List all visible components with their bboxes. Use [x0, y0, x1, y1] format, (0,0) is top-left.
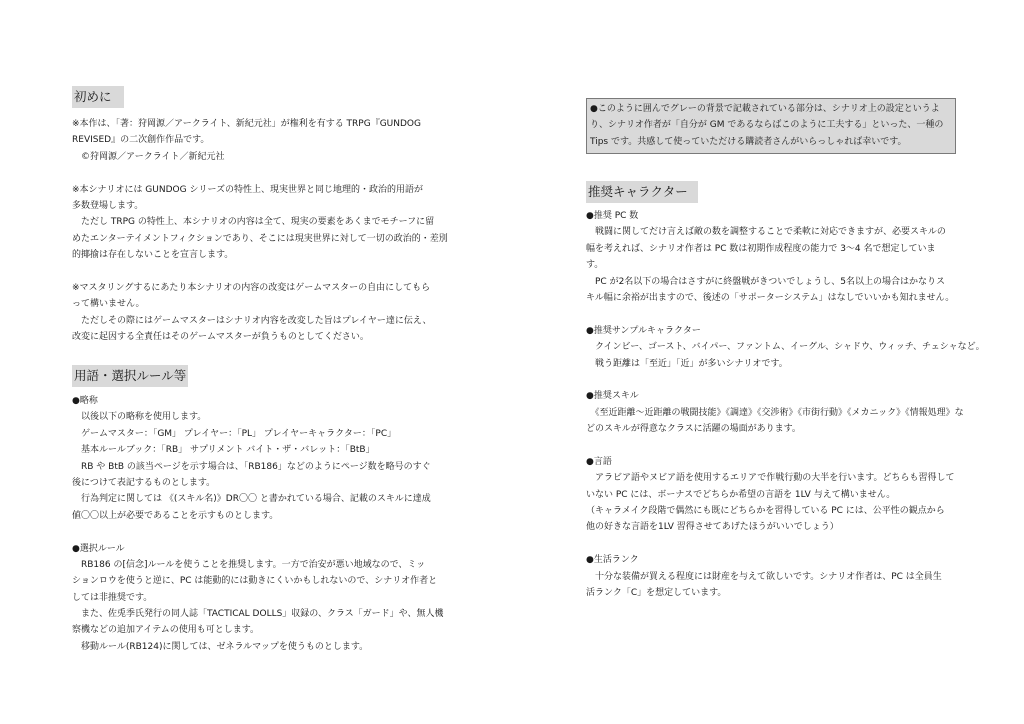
text-line: 戦う距離は「至近」「近」が多いシナリオです。	[586, 358, 788, 369]
text-line: いない PC には、ボーナスでどちらか希望の言語を 1LV 与えて構いません。	[586, 489, 896, 500]
text-line: 値〇〇以上が必要であることを示すものとします。	[72, 510, 279, 521]
text-line: って構いません。	[72, 299, 145, 310]
text-line: RB186 の[信念]ルールを使うことを推奨します。一方で治安が悪い地域なので、ミッ	[72, 559, 426, 570]
text-line	[586, 306, 985, 322]
text-line: ●選択ルール	[72, 543, 125, 554]
text-line: どのスキルが得意なクラスに活躍の場面があります。	[586, 424, 801, 435]
text-line: 的揶揄は存在しないことを宣言します。	[72, 250, 234, 261]
text-line: 活ランク「C」を想定しています。	[586, 587, 727, 598]
text-line: ●推奨 PC 数	[586, 211, 639, 221]
text-line: 察機などの追加アイテムの使用も可とします。	[72, 625, 260, 636]
intro-text	[72, 116, 448, 345]
text-line: ●推奨サンプルキャラクター	[586, 325, 701, 336]
text-line: 改変に起因する全責任はそのゲームマスターが負うものとしてください。	[72, 332, 369, 343]
text-line: ただし TRPG の特性上、本シナリオの内容は全て、現実の要素をあくまでモチーフに留	[72, 217, 435, 228]
tip-line: Tips です。共感して使っていただける購読者さんがいらっしゃれば幸いです。	[590, 136, 907, 147]
terms-heading: 用語・選択ルール等	[72, 365, 188, 387]
text-line: RB や BtB の該当ページを示す場合は、「RB186」などのようにページ数を略号のすぐ	[72, 461, 431, 472]
text-line: また、佐兎季氏発行の同人誌「TACTICAL DOLLS」収録の、クラス「ガード」や、無人機	[72, 609, 444, 620]
text-line: アラビア語やヌビア語を使用するエリアで作戦行動の大半を行います。どちらも習得して	[586, 473, 955, 484]
text-line: （キャラメイク段階で偶然にも既にどちらかを習得している PC には、公平性の観点から	[586, 506, 945, 517]
text-line: 基本ルールブック：「RB」 サプリメント バイト・ザ・バレット：「BtB」	[72, 445, 375, 456]
text-line: 多数登場します。	[72, 200, 144, 211]
text-line: めたエンターテイメントフィクションであり、そこには現実世界に対して一切の政治的・差別	[72, 233, 448, 244]
text-line: 後につけて表記するものとします。	[72, 477, 216, 488]
recommended-heading: 推奨キャラクター	[586, 181, 698, 203]
text-line: 《至近距離～近距離の戦闘技能》《調達》《交渉術》《市街行動》《メカニック》《情報処理》な	[586, 407, 964, 418]
text-line	[72, 165, 448, 181]
intro-heading: 初めに	[72, 86, 124, 108]
text-line: 他の好きな言語を1LV 習得させてあげたほうがいいでしょう）	[586, 522, 839, 533]
text-line: 行為判定に関しては 《(スキル名)》DR〇〇 と書かれている場合、記載のスキルに達成	[72, 494, 431, 505]
text-line: ※本作は、「著：狩岡源／アークライト、新紀元社」が権利を有する TRPG『GUNDOG	[72, 119, 421, 129]
text-line: ©狩岡源／アークライト／新紀元社	[72, 151, 225, 162]
text-line: 十分な装備が買える程度には財産を与えて欲しいです。シナリオ作者は、PC は全員生	[586, 571, 942, 582]
text-line: 戦闘に関してだけ言えば敵の数を調整することで柔軟に対応できますが、必要スキルの	[586, 227, 946, 238]
text-line: ※本シナリオには GUNDOG シリーズの特性上、現実世界と同じ地理的・政治的用語が	[72, 184, 424, 195]
text-line: PC が2名以下の場合はさすがに終盤戦がきついでしょうし、5名以上の場合はかなりス	[586, 276, 946, 287]
text-line: ただしその際にはゲームマスターはシナリオ内容を改変した旨はプレイヤー達に伝え、	[72, 315, 432, 326]
terms-text	[72, 393, 444, 655]
text-line: す。	[586, 260, 604, 271]
tips-box	[586, 98, 956, 154]
text-line: ゲームマスター：「GM」 プレイヤー：「PL」 プレイヤーキャラクター：「PC」	[72, 428, 397, 439]
text-line	[72, 524, 444, 540]
text-line: ※マスタリングするにあたり本シナリオの内容の改変はゲームマスターの自由にしてもら	[72, 282, 431, 293]
text-line: ションロウを使うと逆に、PC は能動的には動きにくいかもしれないので、シナリオ作者と	[72, 576, 438, 587]
text-line: ●推奨スキル	[586, 391, 639, 402]
text-line: クインビー、ゴースト、バイパー、ファントム、イーグル、シャドウ、ウィッチ、チェシャなど。	[586, 342, 985, 353]
text-line: REVISED』の二次創作作品です。	[72, 135, 210, 146]
text-line: 幅を考えれば、シナリオ作者は PC 数は初期作成程度の能力で 3～4 名で想定していま	[586, 243, 936, 254]
recommended-text	[586, 208, 985, 601]
text-line: ●略称	[72, 396, 98, 406]
tip-line: り、シナリオ作者が「自分が GM であるならばこのように工夫する」といった、一種の	[590, 120, 944, 131]
text-line	[586, 437, 985, 453]
text-line: ●生活ランク	[586, 555, 639, 566]
text-line: キル幅に余裕が出ますので、後述の「サポーターシステム」はなしでいいかも知れません。	[586, 292, 955, 303]
text-line: ●言語	[586, 456, 612, 467]
text-line: しては非推奨です。	[72, 592, 153, 603]
text-line: 移動ルール(RB124)に関しては、ゼネラルマップを使うものとします。	[72, 641, 369, 652]
tip-line: ●このように囲んでグレーの背景で記載されている部分は、シナリオ上の設定というよ	[590, 104, 940, 114]
text-line	[586, 372, 985, 388]
text-line	[586, 536, 985, 552]
text-line	[72, 264, 448, 280]
text-line: 以後以下の略称を使用します。	[72, 412, 207, 423]
